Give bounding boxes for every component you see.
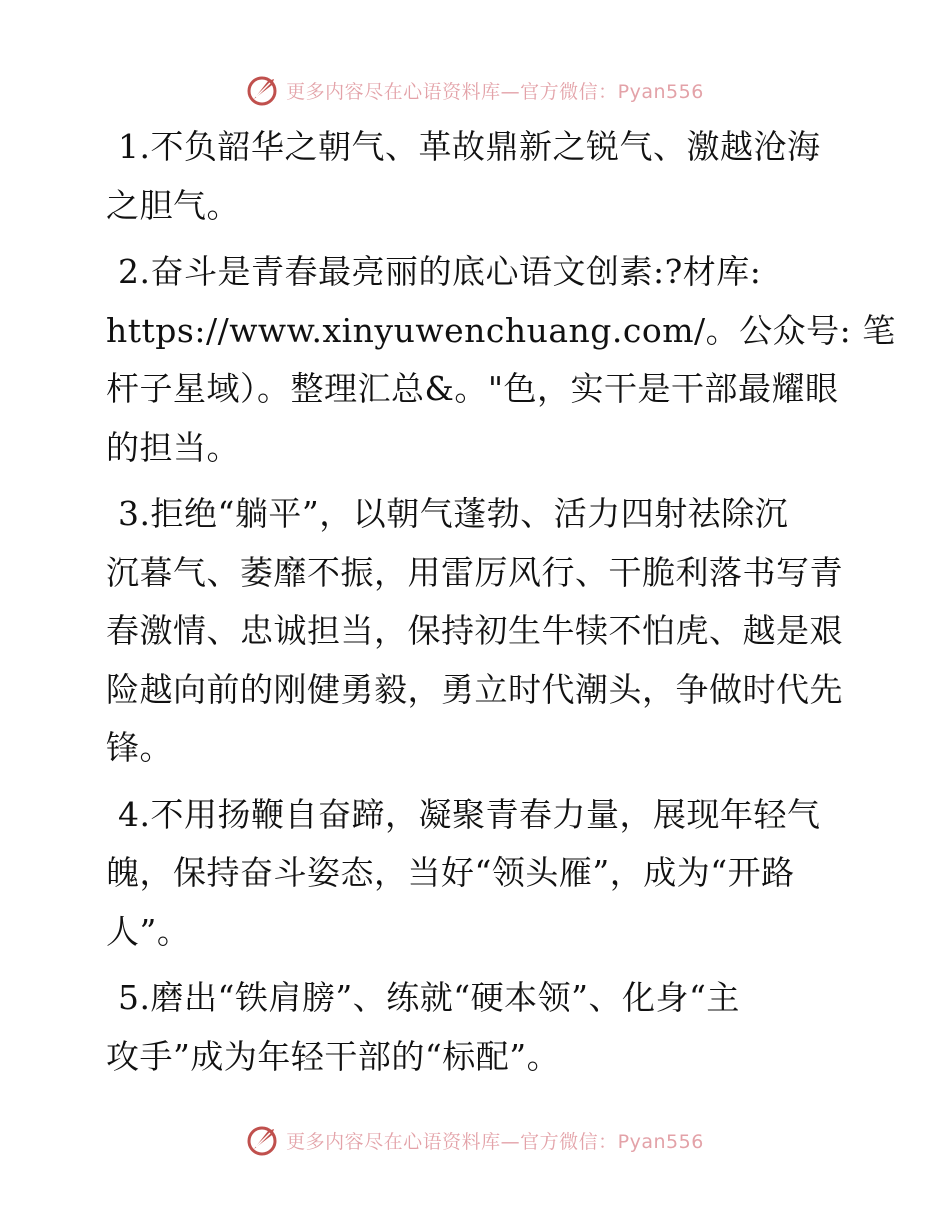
text-line: 的担当。 — [106, 427, 240, 467]
footer-watermark — [0, 1120, 950, 1160]
text-line: 2.奋斗是青春最亮丽的底心语文创素:?材库: — [118, 252, 762, 291]
text-line: 魄，保持奋斗姿态，当好“领头雁”，成为“开路 — [106, 853, 795, 892]
header-watermark — [0, 70, 950, 110]
text-line: 险越向前的刚健勇毅，勇立时代潮头，争做时代先 — [106, 669, 843, 709]
paragraph-5 — [96, 969, 856, 1086]
text-line: 5.磨出“铁肩膀”、练就“硬本领”、化身“主 — [118, 978, 740, 1017]
quill-logo-icon — [246, 73, 280, 107]
text-line: 杆子星域）。整理汇总&。"色，实干是干部最耀眼 — [106, 369, 839, 408]
text-line: 锋。 — [106, 728, 173, 767]
text-line: 4.不用扬鞭自奋蹄，凝聚青春力量，展现年轻气 — [118, 794, 821, 834]
paragraph-3 — [96, 485, 856, 778]
text-line: https://www.xinyuwenchuang.com/。公众号: 笔 — [106, 310, 896, 350]
text-line: 人”。 — [106, 911, 191, 951]
text-line: 3.拒绝“躺平”，以朝气蓬勃、活力四射祛除沉 — [118, 494, 789, 533]
quill-logo-icon — [246, 1123, 280, 1157]
text-line: 沉暮气、萎靡不振，用雷厉风行、干脆利落书写青 — [106, 552, 843, 592]
text-line: 春激情、忠诚担当，保持初生牛犊不怕虎、越是艰 — [106, 611, 843, 650]
watermark-text: 更多内容尽在心语资料库—官方微信：Pyan556 — [286, 80, 704, 103]
paragraph-1 — [96, 118, 856, 235]
text-line: 1.不负韶华之朝气、革故鼎新之锐气、激越沧海 — [118, 127, 821, 166]
paragraph-2 — [96, 243, 896, 477]
watermark-text: 更多内容尽在心语资料库—官方微信：Pyan556 — [286, 1130, 704, 1153]
paragraph-4 — [96, 786, 856, 962]
text-line: 攻手”成为年轻干部的“标配”。 — [106, 1036, 561, 1076]
document-body — [96, 118, 896, 1094]
text-line: 之胆气。 — [106, 185, 240, 225]
